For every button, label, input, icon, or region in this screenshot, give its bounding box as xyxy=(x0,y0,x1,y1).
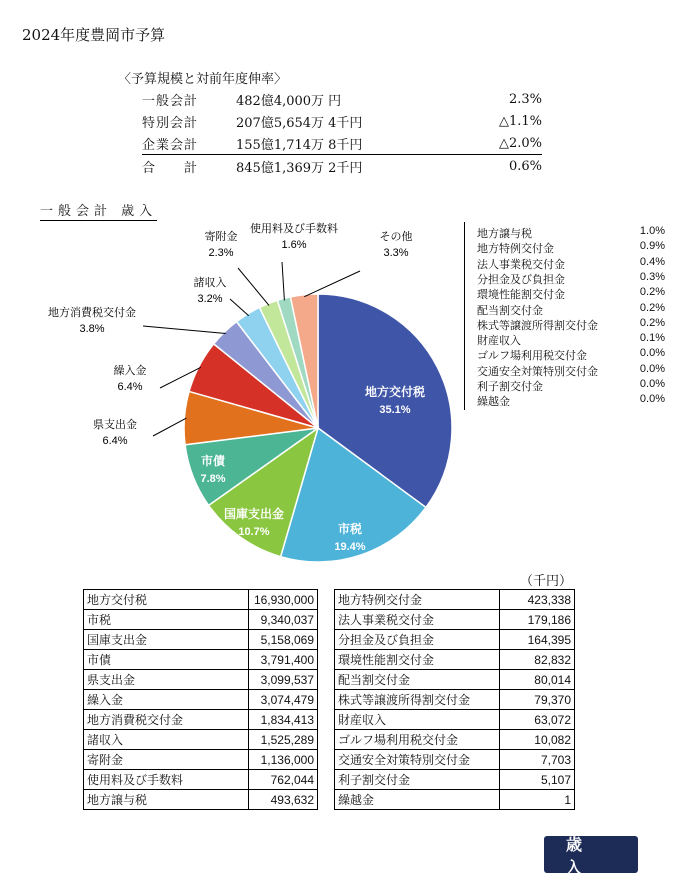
right-table-item-value: 5,107 xyxy=(500,770,575,790)
right-table-item-name: 法人事業税交付金 xyxy=(335,610,500,630)
table-row xyxy=(84,690,318,710)
summary-account-name: 一般会計 xyxy=(142,93,199,109)
table-row xyxy=(335,750,575,770)
other-breakdown-label: 地方特例交付金 xyxy=(477,243,554,256)
table-row xyxy=(335,650,575,670)
right-table-item-name: 地方特例交付金 xyxy=(335,590,500,610)
table-row xyxy=(335,610,575,630)
left-table-item-name: 市債 xyxy=(84,650,249,670)
slice-percent: 6.4% xyxy=(102,435,128,447)
revenue-table-right xyxy=(334,589,575,810)
summary-growth-rate: 2.3% xyxy=(508,91,542,107)
table-row xyxy=(84,630,318,650)
slice-percent: 35.1% xyxy=(379,404,411,416)
table-row xyxy=(84,730,318,750)
summary-total-growth-rate: 0.6% xyxy=(462,155,542,178)
slice-label: 地方消費税交付金 xyxy=(48,307,136,319)
left-table-item-name: 地方譲与税 xyxy=(84,790,249,810)
right-table-item-value: 63,072 xyxy=(500,710,575,730)
other-breakdown-percent: 0.3% xyxy=(639,270,665,283)
other-breakdown-label: 交通安全対策特別交付金 xyxy=(477,365,598,378)
other-breakdown-percent: 0.2% xyxy=(639,301,665,314)
section-heading: 一般会計 歳入 xyxy=(40,200,157,221)
other-breakdown-label: 財産収入 xyxy=(477,335,521,348)
right-table-item-name: 利子割交付金 xyxy=(335,770,500,790)
right-table-item-name: 繰越金 xyxy=(335,790,500,810)
slice-label: 繰入金 xyxy=(113,365,147,377)
left-table-item-value: 493,632 xyxy=(249,790,318,810)
right-table-item-value: 164,395 xyxy=(500,630,575,650)
left-table-item-value: 762,044 xyxy=(249,770,318,790)
left-table-item-value: 3,099,537 xyxy=(249,670,318,690)
right-table-item-name: 株式等譲渡所得割交付金 xyxy=(335,690,500,710)
left-table-item-name: 市税 xyxy=(84,610,249,630)
other-breakdown-percent: 0.1% xyxy=(639,332,665,345)
other-breakdown-percent: 0.0% xyxy=(639,347,665,360)
left-table-item-name: 諸収入 xyxy=(84,730,249,750)
right-table-item-value: 7,703 xyxy=(500,750,575,770)
slice-label: その他 xyxy=(379,231,413,243)
leader-line xyxy=(153,418,186,436)
other-breakdown-label: 繰越金 xyxy=(477,396,510,409)
other-breakdown-percent: 0.4% xyxy=(639,255,665,268)
table-row xyxy=(84,770,318,790)
left-table-item-value: 3,791,400 xyxy=(249,650,318,670)
summary-amount: 155億1,714万 8千円 xyxy=(236,137,363,153)
left-table-item-value: 3,074,479 xyxy=(249,690,318,710)
summary-account-name: 特別会計 xyxy=(142,115,199,131)
left-table-item-value: 1,525,289 xyxy=(249,730,318,750)
summary-total-amount: 845億1,369万 2千円 xyxy=(236,155,462,178)
summary-total-name: 合 計 xyxy=(142,155,236,178)
slice-label: 寄附金 xyxy=(204,231,238,243)
left-table-item-value: 1,136,000 xyxy=(249,750,318,770)
left-table-item-name: 国庫支出金 xyxy=(84,630,249,650)
left-table-item-value: 1,834,413 xyxy=(249,710,318,730)
other-breakdown-label: 地方譲与税 xyxy=(477,228,532,240)
right-table-item-name: ゴルフ場利用税交付金 xyxy=(335,730,500,750)
page-title: 2024年度豊岡市予算 xyxy=(22,26,166,44)
slice-percent: 3.2% xyxy=(197,293,223,305)
revenue-nav-button[interactable]: 歳入 xyxy=(544,836,638,873)
revenue-table-left xyxy=(83,589,318,810)
other-breakdown-label: 分担金及び負担金 xyxy=(477,273,565,286)
table-row xyxy=(84,610,318,630)
leader-line xyxy=(230,299,249,316)
right-table-item-value: 179,186 xyxy=(500,610,575,630)
right-table-item-value: 82,832 xyxy=(500,650,575,670)
other-breakdown-percent: 0.0% xyxy=(639,378,665,390)
table-row xyxy=(84,750,318,770)
unit-label: （千円） xyxy=(520,573,573,588)
leader-line xyxy=(238,268,269,305)
other-breakdown-label: 環境性能割交付金 xyxy=(477,289,565,302)
table-row xyxy=(84,710,318,730)
table-row xyxy=(335,730,575,750)
left-table-item-value: 5,158,069 xyxy=(249,630,318,650)
right-table-item-name: 交通安全対策特別交付金 xyxy=(335,750,500,770)
right-table-item-name: 分担金及び負担金 xyxy=(335,630,500,650)
slice-percent: 19.4% xyxy=(334,541,366,553)
right-table-item-name: 環境性能割交付金 xyxy=(335,650,500,670)
slice-percent: 3.8% xyxy=(79,323,105,335)
table-row xyxy=(335,590,575,610)
slice-label: 使用料及び手数料 xyxy=(250,223,338,235)
table-row xyxy=(335,790,575,810)
other-breakdown-percent: 0.0% xyxy=(639,362,665,375)
summary-account-name: 企業会計 xyxy=(142,137,199,153)
table-row xyxy=(335,630,575,650)
slice-percent: 3.3% xyxy=(383,247,409,259)
slice-percent: 1.6% xyxy=(281,239,307,251)
other-breakdown-label: 法人事業税交付金 xyxy=(477,258,565,271)
slice-percent: 2.3% xyxy=(208,247,234,259)
left-table-item-name: 県支出金 xyxy=(84,670,249,690)
left-table-item-name: 地方交付税 xyxy=(84,590,249,610)
table-row xyxy=(335,690,575,710)
right-table-item-value: 10,082 xyxy=(500,730,575,750)
left-table-item-value: 16,930,000 xyxy=(249,590,318,610)
right-table-item-value: 1 xyxy=(500,790,575,810)
right-table-item-value: 79,370 xyxy=(500,690,575,710)
table-row xyxy=(84,590,318,610)
summary-growth-rate: △2.0% xyxy=(498,135,542,151)
right-table-item-value: 423,338 xyxy=(500,590,575,610)
right-table-item-name: 配当割交付金 xyxy=(335,670,500,690)
left-table-item-name: 繰入金 xyxy=(84,690,249,710)
other-breakdown-percent: 0.2% xyxy=(639,286,665,299)
summary-growth-rate: △1.1% xyxy=(498,113,542,129)
table-row xyxy=(84,650,318,670)
other-breakdown-percent: 0.2% xyxy=(639,316,665,329)
other-breakdown-label: 配当割交付金 xyxy=(477,304,543,317)
summary-caption: 〈予算規模と対前年度伸率〉 xyxy=(118,72,288,87)
right-table-item-name: 財産収入 xyxy=(335,710,500,730)
slice-label: 国庫支出金 xyxy=(223,507,285,521)
left-table-item-value: 9,340,037 xyxy=(249,610,318,630)
summary-amount: 482億4,000万 円 xyxy=(236,93,342,109)
other-breakdown-percent: 1.0% xyxy=(639,225,665,237)
slice-percent: 7.8% xyxy=(200,473,226,485)
slice-label: 諸収入 xyxy=(193,277,227,289)
slice-label: 市債 xyxy=(200,454,226,468)
slice-label: 市税 xyxy=(337,522,363,536)
other-breakdown-label: 利子割交付金 xyxy=(477,381,543,393)
right-table-item-value: 80,014 xyxy=(500,670,575,690)
leader-line xyxy=(304,271,360,297)
table-row xyxy=(335,770,575,790)
other-breakdown-list xyxy=(464,222,665,410)
table-row xyxy=(335,710,575,730)
leader-line xyxy=(282,262,284,300)
left-table-item-name: 寄附金 xyxy=(84,750,249,770)
left-table-item-name: 使用料及び手数料 xyxy=(84,770,249,790)
slice-percent: 6.4% xyxy=(117,381,143,393)
slice-percent: 10.7% xyxy=(238,526,270,538)
left-table-item-name: 地方消費税交付金 xyxy=(84,710,249,730)
other-breakdown-percent: 0.0% xyxy=(639,393,665,406)
slice-label: 県支出金 xyxy=(93,419,137,431)
table-row xyxy=(84,670,318,690)
other-breakdown-label: ゴルフ場利用税交付金 xyxy=(477,350,587,363)
table-row xyxy=(335,670,575,690)
slice-label: 地方交付税 xyxy=(364,385,426,399)
leader-line xyxy=(143,326,226,334)
summary-amount: 207億5,654万 4千円 xyxy=(236,115,363,131)
other-breakdown-label: 株式等譲渡所得割交付金 xyxy=(477,319,598,332)
table-row xyxy=(84,790,318,810)
other-breakdown-percent: 0.9% xyxy=(639,240,665,253)
